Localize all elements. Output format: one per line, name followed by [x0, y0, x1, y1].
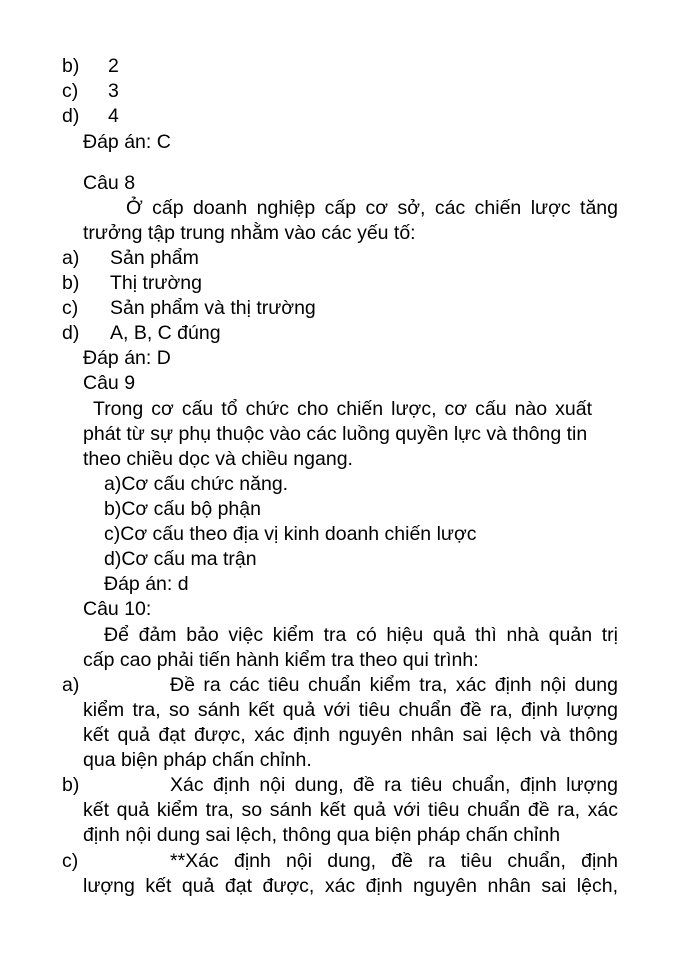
q10-question-line1: Để đảm bảo việc kiểm tra có hiệu quả thì nhà quản trị: [104, 624, 618, 646]
q9-option-d: d)Cơ cấu ma trận: [104, 548, 257, 570]
q8-option-c-label: c): [62, 297, 79, 319]
q8-option-a-text: Sản phẩm: [110, 247, 199, 269]
q9-question-line2: phát từ sự phụ thuộc vào các luồng quyền lực và thông tin: [83, 423, 588, 445]
q10-option-a-line2: kiểm tra, so sánh kết quả với tiêu chuẩn đề ra, định lượng: [83, 699, 618, 721]
q10-question-line2: cấp cao phải tiến hành kiểm tra theo qui trình:: [83, 649, 479, 671]
q9-answer: Đáp án: d: [104, 573, 189, 595]
q10-option-a-line1: Đề ra các tiêu chuẩn kiểm tra, xác định nội dung: [170, 674, 618, 696]
q9-heading: Câu 9: [83, 372, 136, 394]
q10-option-b-line3: định nội dung sai lệch, thông qua biện pháp chấn chỉnh: [83, 824, 561, 846]
q9-question-line1: Trong cơ cấu tổ chức cho chiến lược, cơ cấu nào xuất: [93, 398, 592, 420]
q8-answer: Đáp án: D: [83, 347, 171, 369]
q9-option-c: c)Cơ cấu theo địa vị kinh doanh chiến lược: [104, 523, 477, 545]
q9-question-line3: theo chiều dọc và chiều ngang.: [83, 448, 353, 470]
q7-option-b-text: 2: [108, 55, 119, 77]
q8-option-d-label: d): [62, 322, 80, 344]
q10-option-a-label: a): [62, 674, 80, 696]
q7-answer: Đáp án: C: [83, 131, 171, 153]
q8-option-c-text: Sản phẩm và thị trường: [110, 297, 316, 319]
q7-option-c-label: c): [62, 80, 79, 102]
q8-option-d-text: A, B, C đúng: [110, 322, 221, 344]
q9-option-b: b)Cơ cấu bộ phận: [104, 498, 261, 520]
q8-question-line2: trưởng tập trung nhằm vào các yếu tố:: [83, 222, 416, 244]
q10-option-a-line3: kết quả đạt được, xác định nguyên nhân sai lệch và thông: [83, 724, 618, 746]
q10-option-b-line1: Xác định nội dung, đề ra tiêu chuẩn, định lượng: [170, 774, 618, 796]
q10-option-a-line4: qua biện pháp chấn chỉnh.: [83, 749, 312, 771]
q8-option-b-label: b): [62, 272, 80, 294]
q8-question-line1: Ở cấp doanh nghiệp cấp cơ sở, các chiến lược tăng: [126, 197, 618, 219]
q7-option-d-text: 4: [108, 105, 119, 127]
q7-option-c-text: 3: [108, 80, 119, 102]
q8-option-b-text: Thị trường: [110, 272, 202, 294]
q10-option-b-line2: kết quả kiểm tra, so sánh kết quả với tiêu chuẩn đề ra, xác: [83, 799, 618, 821]
q10-option-c-line2: lượng kết quả đạt được, xác định nguyên nhân sai lệch,: [83, 875, 618, 897]
q10-heading: Câu 10:: [83, 598, 152, 620]
q10-option-b-label: b): [62, 774, 80, 796]
q10-option-c-label: c): [62, 850, 79, 872]
q8-heading: Câu 8: [83, 172, 136, 194]
q7-option-d-label: d): [62, 105, 80, 127]
q10-option-c-line1: **Xác định nội dung, đề ra tiêu chuẩn, định: [170, 850, 618, 872]
q8-option-a-label: a): [62, 247, 80, 269]
q9-option-a: a)Cơ cấu chức năng.: [104, 473, 289, 495]
q7-option-b-label: b): [62, 55, 80, 77]
